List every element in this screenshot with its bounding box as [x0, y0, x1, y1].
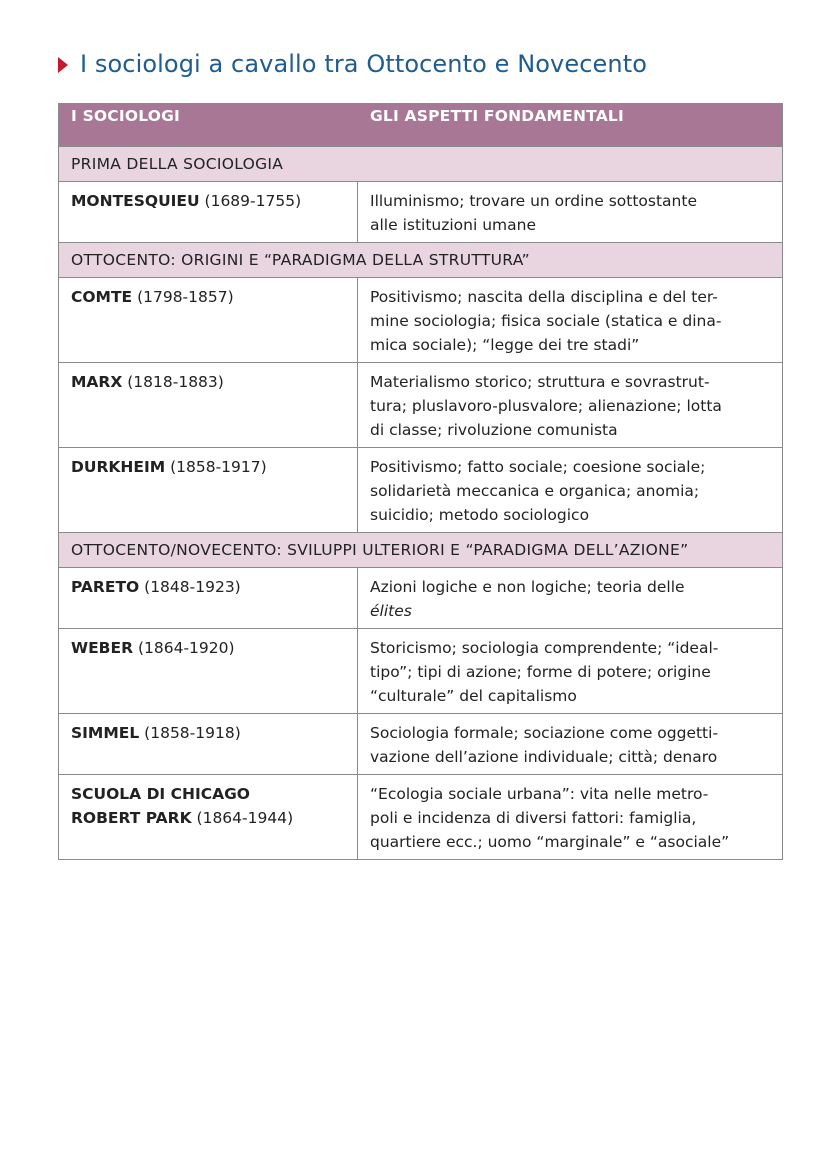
sociologist-dates: (1864-1920) — [133, 639, 235, 657]
sociologist-line — [71, 636, 345, 660]
table-row — [59, 714, 783, 775]
aspects-line: “culturale” del capitalismo — [370, 687, 577, 705]
sociologist-line — [71, 189, 345, 213]
table-row — [59, 448, 783, 533]
sociologist-name: SIMMEL — [71, 724, 140, 742]
aspects-line: Storicismo; sociologia comprendente; “ideal- — [370, 639, 719, 657]
sociologist-line — [71, 721, 345, 745]
aspects-line: di classe; rivoluzione comunista — [370, 421, 618, 439]
sociologist-cell — [59, 775, 358, 860]
sociologist-name: MONTESQUIEU — [71, 192, 200, 210]
page-title — [58, 50, 647, 78]
sociologists-table — [58, 103, 783, 860]
sociologist-dates: (1689-1755) — [199, 192, 302, 210]
aspects-cell — [358, 714, 783, 775]
section-row — [59, 243, 783, 278]
table-row — [59, 629, 783, 714]
sociologist-name: PARETO — [71, 578, 140, 596]
aspects-line: tipo”; tipi di azione; forme di potere; origine — [370, 663, 711, 681]
sociologist-cell — [59, 182, 358, 243]
aspects-line: “Ecologia sociale urbana”: vita nelle metro- — [370, 785, 709, 803]
section-label: PRIMA DELLA SOCIOLOGIA — [59, 147, 783, 182]
sociologist-name: COMTE — [71, 288, 133, 306]
table-row — [59, 775, 783, 860]
section-row — [59, 147, 783, 182]
aspects-line: quartiere ecc.; uomo “marginale” e “asociale” — [370, 833, 730, 851]
sociologist-dates: (1798-1857) — [132, 288, 234, 306]
sociologist-cell — [59, 714, 358, 775]
sociologist-line — [71, 285, 345, 309]
section-label: OTTOCENTO/NOVECENTO: SVILUPPI ULTERIORI E “PARADIGMA DELL’AZIONE” — [59, 533, 783, 568]
aspects-line: alle istituzioni umane — [370, 216, 537, 234]
table-row — [59, 182, 783, 243]
aspects-cell — [358, 182, 783, 243]
aspects-line: Materialismo storico; struttura e sovrastrut- — [370, 373, 710, 391]
sociologist-cell — [59, 448, 358, 533]
sociologist-cell — [59, 629, 358, 714]
section-label: OTTOCENTO: ORIGINI E “PARADIGMA DELLA STRUTTURA” — [59, 243, 783, 278]
aspects-line: suicidio; metodo sociologico — [370, 506, 590, 524]
table-row — [59, 363, 783, 448]
aspects-cell — [358, 278, 783, 363]
sociologist-name: SCUOLA DI CHICAGO — [71, 785, 250, 803]
sociologist-name: ROBERT PARK — [71, 809, 192, 827]
sociologist-dates: (1858-1918) — [139, 724, 241, 742]
aspects-cell — [358, 568, 783, 629]
title-text: I sociologi a cavallo tra Ottocento e Novecento — [80, 50, 647, 78]
sociologist-dates: (1858-1917) — [165, 458, 267, 476]
sociologist-line — [71, 455, 345, 479]
aspects-cell — [358, 629, 783, 714]
sociologist-dates: (1864-1944) — [191, 809, 294, 827]
aspects-line: Illuminismo; trovare un ordine sottostante — [370, 192, 697, 210]
aspects-line: Positivismo; nascita della disciplina e del ter- — [370, 288, 718, 306]
table-row — [59, 568, 783, 629]
aspects-line: solidarietà meccanica e organica; anomia; — [370, 482, 700, 500]
sociologist-cell — [59, 278, 358, 363]
aspects-cell — [358, 448, 783, 533]
aspects-line: vazione dell’azione individuale; città; denaro — [370, 748, 718, 766]
sociologist-line — [71, 575, 345, 599]
aspects-line: mine sociologia; fisica sociale (statica e dina- — [370, 312, 722, 330]
sociologist-line — [71, 806, 345, 830]
aspects-line: Azioni logiche e non logiche; teoria delle — [370, 578, 685, 596]
sociologist-name: MARX — [71, 373, 123, 391]
header-aspects: GLI ASPETTI FONDAMENTALI — [358, 104, 783, 147]
sociologist-line — [71, 370, 345, 394]
aspects-line: mica sociale); “legge dei tre stadi” — [370, 336, 640, 354]
sociologist-cell — [59, 363, 358, 448]
section-row — [59, 533, 783, 568]
header-sociologists: I SOCIOLOGI — [59, 104, 358, 147]
sociologist-dates: (1818-1883) — [122, 373, 224, 391]
aspects-line: tura; pluslavoro-plusvalore; alienazione; lotta — [370, 397, 722, 415]
aspects-line: élites — [370, 602, 412, 620]
sociologist-dates: (1848-1923) — [139, 578, 241, 596]
sociologist-name: DURKHEIM — [71, 458, 166, 476]
aspects-line: poli e incidenza di diversi fattori: famiglia, — [370, 809, 697, 827]
sociologist-name: WEBER — [71, 639, 134, 657]
aspects-cell — [358, 363, 783, 448]
table-row — [59, 278, 783, 363]
triangle-marker-icon — [58, 57, 68, 73]
sociologist-line — [71, 782, 345, 806]
aspects-line: Sociologia formale; sociazione come oggetti- — [370, 724, 719, 742]
aspects-line: Positivismo; fatto sociale; coesione sociale; — [370, 458, 706, 476]
table-header-row — [59, 104, 783, 147]
sociologist-cell — [59, 568, 358, 629]
aspects-cell — [358, 775, 783, 860]
